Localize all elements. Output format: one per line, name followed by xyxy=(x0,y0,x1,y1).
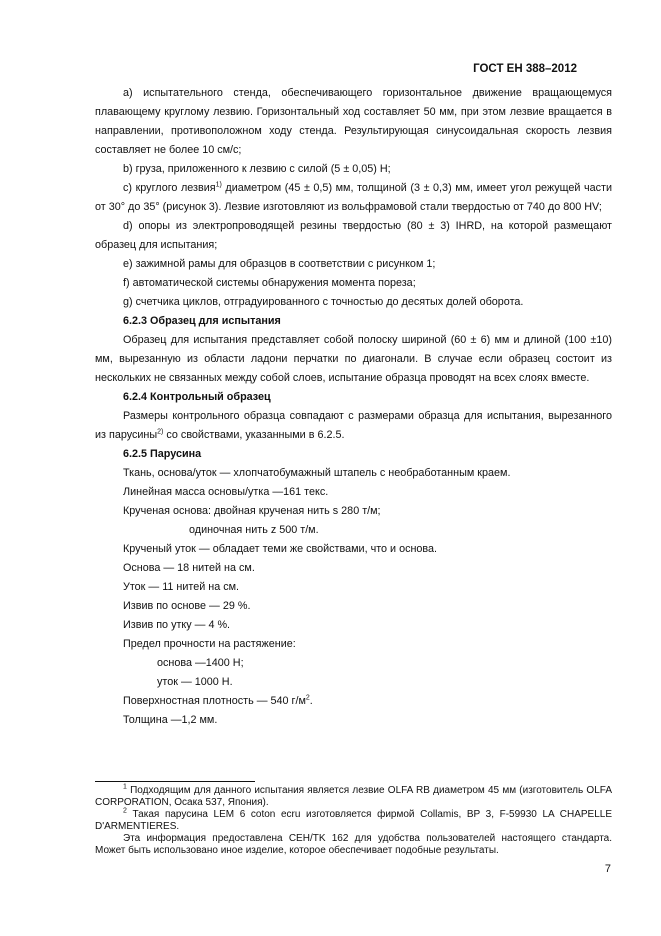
superscript: 2 xyxy=(305,694,310,702)
spec-line-end: . xyxy=(309,695,313,707)
spec-line: одиночная нить z 500 т/м. xyxy=(189,524,319,536)
list-item-b: b) груза, приложенного к лезвию с силой (5 ± 0,05) Н; xyxy=(123,163,391,175)
spec-line: Извив по основе — 29 %. xyxy=(123,600,251,612)
document-body xyxy=(95,84,612,730)
spec-line: Линейная масса основы/утка —161 текс. xyxy=(123,486,329,498)
page-number: 7 xyxy=(604,863,611,875)
list-item-g: g) счетчика циклов, отградуированного с точностью до десятых долей оборота. xyxy=(123,296,524,308)
spec-line: Крученый уток — обладает теми же свойствами, что и основа. xyxy=(123,543,438,555)
footnote-2-text: Такая парусина LEM 6 coton ecru изготовляется фирмой Collamis, BP 3, F-59930 LA CHAPELLE D'ARMENTIERES. xyxy=(95,809,612,832)
spec-line: уток — 1000 Н. xyxy=(157,676,233,688)
list-item-c xyxy=(95,179,612,217)
footnote-note: Эта информация предоставлена CEH/TK 162 для удобства пользователей настоящего стандарта. Может быть использовано иное изделие, которое обеспечивает подобные результаты. xyxy=(95,833,612,856)
section-text-6-2-4-end: со свойствами, указанными в 6.2.5. xyxy=(163,429,345,441)
spec-line xyxy=(95,692,612,711)
spec-line: Крученая основа: двойная крученая нить s 280 т/м; xyxy=(123,505,381,517)
list-item-d: d) опоры из электропроводящей резины твердостью (80 ± 3) IHRD, на которой размещают образец для испытания; xyxy=(95,220,612,251)
spec-line: Толщина —1,2 мм. xyxy=(123,714,218,726)
list-item-a: a) испытательного стенда, обеспечивающего горизонтальное движение вращающемуся плавающему круглому лезвию. Горизонтальный ход составляет 50 мм, при этом лезвие вращается в направлении, противоположном ходу стенда. Результирующая синусоидальная скорость лезвия составляет не более 10 см/с; xyxy=(95,87,612,156)
section-text-6-2-4-start: Размеры контрольного образца совпадают с размерами образца для испытания, вырезанного из парусины xyxy=(95,410,612,441)
list-item-e: e) зажимной рамы для образцов в соответствии с рисунком 1; xyxy=(123,258,436,270)
footnote-ref-1: 1) xyxy=(215,181,222,189)
list-item-f: f) автоматической системы обнаружения момента пореза; xyxy=(123,277,416,289)
footnote-1 xyxy=(95,785,612,809)
document-header: ГОСТ ЕН 388–2012 xyxy=(473,63,577,75)
spec-line: основа —1400 Н; xyxy=(157,657,244,669)
spec-line: Извив по утку — 4 %. xyxy=(123,619,231,631)
section-text-6-2-3: Образец для испытания представляет собой полоску шириной (60 ± 6) мм и длиной (100 ±10) мм, вырезанную из области ладони перчатки по диагонали. В случае если образец состоит из нескольких не связанных между собой слоев, испытание образца проводят на всех слоях вместе. xyxy=(95,334,612,384)
footnote-ref-2: 2) xyxy=(157,428,164,436)
footnote-divider xyxy=(95,781,255,782)
spec-line: Основа — 18 нитей на см. xyxy=(123,562,255,574)
section-heading-6-2-4: 6.2.4 Контрольный образец xyxy=(123,391,271,403)
list-item-c-rest: диаметром (45 ± 0,5) мм, толщиной (3 ± 0,3) мм, имеет угол режущей части от 30° до 35° (рисунок 3). Лезвие изготовляют из вольфрамовой стали твердостью от 740 до 800 HV; xyxy=(95,182,613,213)
section-heading-6-2-3: 6.2.3 Образец для испытания xyxy=(123,315,281,327)
footnote-2 xyxy=(95,809,612,833)
footnotes xyxy=(95,785,612,857)
footnote-1-text: Подходящим для данного испытания является лезвие OLFA RB диаметром 45 мм (изготовитель OLFA CORPORATION, Осака 537, Япония). xyxy=(95,785,612,808)
section-text-6-2-4 xyxy=(95,407,612,445)
section-heading-6-2-5: 6.2.5 Парусина xyxy=(123,448,202,460)
spec-line-text: Поверхностная плотность — 540 г/м xyxy=(123,695,306,707)
footnote-mark-1: 1 xyxy=(123,783,127,791)
spec-line: Ткань, основа/уток — хлопчатобумажный штапель с необработанным краем. xyxy=(123,467,511,479)
list-item-c-text: c) круглого лезвия xyxy=(123,182,216,194)
spec-line: Предел прочности на растяжение: xyxy=(123,638,296,650)
footnote-mark-2: 2 xyxy=(123,807,127,815)
spec-line: Уток — 11 нитей на см. xyxy=(123,581,240,593)
